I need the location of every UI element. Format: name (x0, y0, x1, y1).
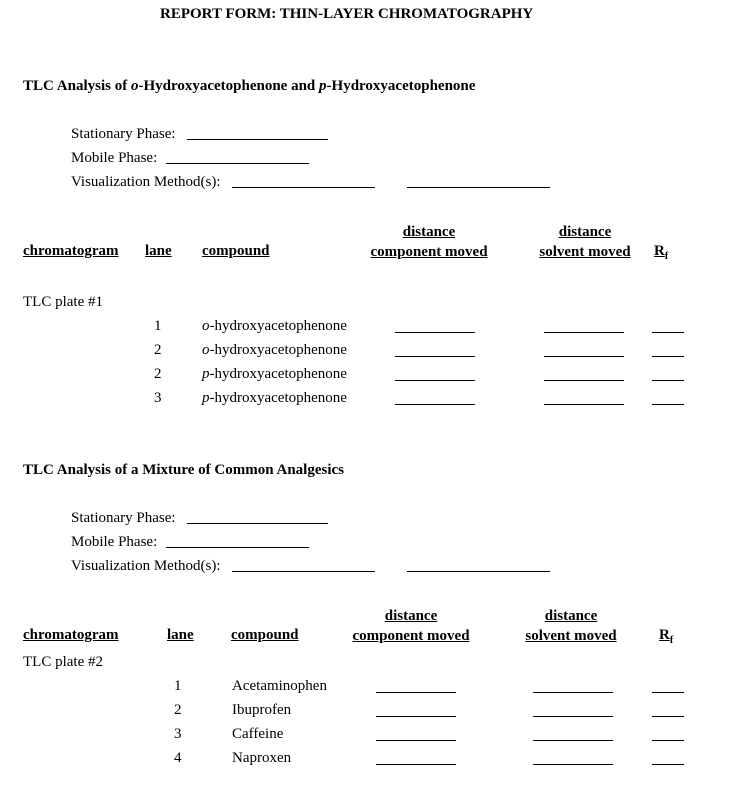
s2-row1-rf-field[interactable] (652, 692, 684, 693)
s1-header-solvent-moved: solvent moved (539, 244, 631, 260)
s1-visualization-field-2[interactable] (407, 187, 550, 188)
s1-row4-compound (202, 390, 347, 407)
s1-row1-lane: 1 (154, 318, 162, 334)
section1-heading-o: o (130, 78, 139, 94)
s1-row4-rf-field[interactable] (652, 404, 684, 405)
s2-header-distance-solvent (521, 606, 621, 646)
s1-row2-name: -hydroxyacetophenone (209, 342, 347, 358)
s1-row3-solvent-field[interactable] (544, 380, 624, 381)
section1-heading-p: p (319, 78, 327, 94)
s1-header-distance-solvent (536, 222, 634, 262)
s2-row1-solvent-field[interactable] (533, 692, 613, 693)
section1-heading-mid: -Hydroxyacetophenone and (138, 78, 320, 94)
section1-heading (23, 78, 475, 95)
s2-header-distance2: distance (544, 608, 598, 624)
s1-row1-rf-field[interactable] (652, 332, 684, 333)
s1-mobile-field[interactable] (166, 163, 309, 164)
s2-row2-solvent-field[interactable] (533, 716, 613, 717)
s2-header-distance1: distance (384, 608, 438, 624)
s2-stationary-label: Stationary Phase: (71, 510, 176, 526)
page-title: REPORT FORM: THIN-LAYER CHROMATOGRAPHY (160, 6, 534, 22)
s2-row2-rf-field[interactable] (652, 716, 684, 717)
s2-visualization-label: Visualization Method(s): (71, 558, 221, 574)
s2-header-rf (659, 627, 673, 646)
s1-stationary-field[interactable] (187, 139, 328, 140)
s1-row1-prefix: o (202, 318, 210, 334)
s1-row3-name: -hydroxyacetophenone (209, 366, 347, 382)
s1-header-rf (654, 243, 668, 262)
s1-visualization-label: Visualization Method(s): (71, 174, 221, 190)
s1-row3-component-field[interactable] (395, 380, 475, 381)
s1-header-distance-component (367, 222, 491, 262)
s2-row4-rf-field[interactable] (652, 764, 684, 765)
s1-row2-lane: 2 (154, 342, 162, 358)
s2-header-chromatogram: chromatogram (23, 627, 119, 643)
s2-row3-lane: 3 (174, 726, 182, 742)
s1-header-distance2: distance (558, 224, 612, 240)
s2-row4-component-field[interactable] (376, 764, 456, 765)
s2-visualization-field-1[interactable] (232, 571, 375, 572)
s1-visualization-field-1[interactable] (232, 187, 375, 188)
s1-row2-prefix: o (202, 342, 210, 358)
s1-row3-rf-field[interactable] (652, 380, 684, 381)
s2-header-component-moved: component moved (352, 628, 470, 644)
s2-mobile-field[interactable] (166, 547, 309, 548)
s1-row2-compound (202, 342, 347, 359)
s2-row4-compound: Naproxen (232, 750, 292, 766)
s1-row1-compound (202, 318, 347, 335)
s1-row3-lane: 2 (154, 366, 162, 382)
s1-plate-label: TLC plate #1 (23, 294, 103, 310)
s1-row4-solvent-field[interactable] (544, 404, 624, 405)
section1-heading-pre: TLC Analysis of (23, 78, 131, 94)
s2-row2-lane: 2 (174, 702, 182, 718)
s2-header-compound: compound (231, 627, 299, 643)
s2-row1-compound: Acetaminophen (232, 678, 327, 694)
s2-row3-solvent-field[interactable] (533, 740, 613, 741)
section2-heading: TLC Analysis of a Mixture of Common Analgesics (23, 462, 344, 478)
s1-row1-solvent-field[interactable] (544, 332, 624, 333)
s1-row4-name: -hydroxyacetophenone (209, 390, 347, 406)
s2-header-distance-component (348, 606, 474, 646)
s1-header-distance1: distance (402, 224, 456, 240)
s2-visualization-field-2[interactable] (407, 571, 550, 572)
s1-row4-component-field[interactable] (395, 404, 475, 405)
s2-header-rf-main: R (659, 627, 670, 643)
s1-mobile-label: Mobile Phase: (71, 150, 158, 166)
s1-row3-prefix: p (202, 366, 210, 382)
s1-row4-prefix: p (202, 390, 210, 406)
s1-row2-component-field[interactable] (395, 356, 475, 357)
section1-heading-post: -Hydroxyacetophenone (326, 78, 476, 94)
s1-row2-solvent-field[interactable] (544, 356, 624, 357)
s1-header-rf-sub: f (664, 251, 669, 262)
s1-row1-name: -hydroxyacetophenone (209, 318, 347, 334)
s1-row2-rf-field[interactable] (652, 356, 684, 357)
s1-stationary-label: Stationary Phase: (71, 126, 176, 142)
s2-header-rf-sub: f (669, 635, 674, 646)
s1-header-lane: lane (145, 243, 172, 259)
s1-header-component-moved: component moved (370, 244, 488, 260)
s2-row1-lane: 1 (174, 678, 182, 694)
s2-row3-rf-field[interactable] (652, 740, 684, 741)
s2-row3-component-field[interactable] (376, 740, 456, 741)
s2-stationary-field[interactable] (187, 523, 328, 524)
s2-row2-component-field[interactable] (376, 716, 456, 717)
s1-header-rf-main: R (654, 243, 665, 259)
s2-row3-compound: Caffeine (232, 726, 284, 742)
s1-row4-lane: 3 (154, 390, 162, 406)
s2-row1-component-field[interactable] (376, 692, 456, 693)
s1-row1-component-field[interactable] (395, 332, 475, 333)
s2-header-solvent-moved: solvent moved (525, 628, 617, 644)
s2-row4-lane: 4 (174, 750, 182, 766)
s2-header-lane: lane (167, 627, 194, 643)
s1-row3-compound (202, 366, 347, 383)
s1-header-compound: compound (202, 243, 270, 259)
s2-plate-label: TLC plate #2 (23, 654, 103, 670)
s2-row4-solvent-field[interactable] (533, 764, 613, 765)
s2-row2-compound: Ibuprofen (232, 702, 292, 718)
s2-mobile-label: Mobile Phase: (71, 534, 158, 550)
s1-header-chromatogram: chromatogram (23, 243, 119, 259)
